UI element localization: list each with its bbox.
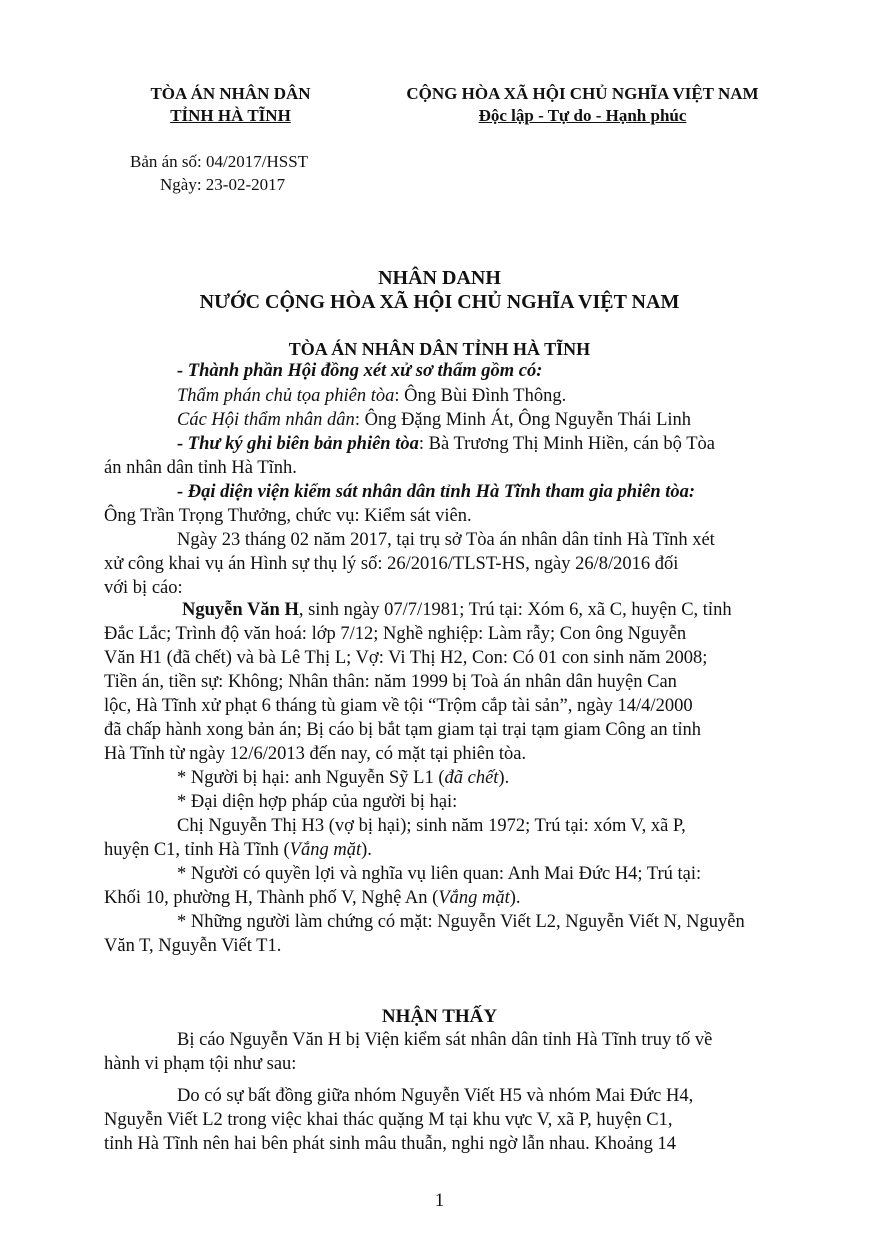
related-status: Vắng mặt	[438, 888, 510, 908]
panel-jurors	[177, 410, 691, 431]
title-court: TÒA ÁN NHÂN DÂN TỈNH HÀ TĨNH	[288, 339, 591, 359]
findings-para2-line-1: Do có sự bất đồng giữa nhóm Nguyễn Viết H5 và nhóm Mai Đức H4,	[177, 1086, 694, 1106]
related-text-end: ).	[509, 888, 521, 908]
court-name-line2	[118, 106, 343, 126]
defendant-line-5: lộc, Hà Tĩnh xử phạt 6 tháng tù giam về tội “Trộm cắp tài sản”, ngày 14/4/2000	[104, 696, 693, 716]
related-line-2	[104, 888, 521, 909]
panel-clerk	[177, 434, 715, 455]
victim-status: đã chết	[444, 768, 499, 788]
title-country: NƯỚC CỘNG HÒA XÃ HỘI CHỦ NGHĨA VIỆT NAM	[199, 291, 680, 313]
victim-rep-line-1: Chị Nguyễn Thị H3 (vợ bị hại); sinh năm 1972; Trú tại: xóm V, xã P,	[177, 816, 686, 836]
judge-label: Thẩm phán chủ tọa phiên tòa	[177, 386, 395, 406]
victim-rep-status: Vắng mặt	[289, 840, 362, 860]
findings-para1-line-1: Bị cáo Nguyễn Văn H bị Viện kiểm sát nhân dân tỉnh Hà Tĩnh truy tố về	[177, 1030, 713, 1050]
defendant-line-1	[182, 600, 732, 621]
jurors-label: Các Hội thẩm nhân dân	[177, 410, 355, 430]
victim-rep-text-end: ).	[361, 840, 372, 860]
judge-value: : Ông Bùi Đình Thông.	[394, 386, 567, 406]
victim-rep-text: huyện C1, tỉnh Hà Tĩnh (	[104, 840, 290, 860]
page-number: 1	[434, 1190, 445, 1211]
related-line-1: * Người có quyền lợi và nghĩa vụ liên quan: Anh Mai Đức H4; Trú tại:	[177, 864, 702, 884]
defendant-line-4: Tiền án, tiền sự: Không; Nhân thân: năm 1999 bị Toà án nhân dân huyện Can	[104, 672, 677, 692]
intro-line-2: xử công khai vụ án Hình sự thụ lý số: 26/2016/TLST-HS, ngày 26/8/2016 đối	[104, 554, 679, 574]
title-in-the-name: NHÂN DANH	[378, 267, 501, 289]
defendant-name: Nguyễn Văn H	[182, 600, 299, 620]
national-motto	[370, 106, 795, 126]
intro-line-3: với bị cáo:	[104, 578, 183, 598]
related-text: Khối 10, phường H, Thành phố V, Nghệ An (	[104, 888, 439, 908]
defendant-line-6: đã chấp hành xong bản án; Bị cáo bị bắt tạm giam tại trại tạm giam Công an tỉnh	[104, 720, 701, 740]
victim-rep-line-2	[104, 840, 372, 861]
jurors-value: : Ông Đặng Minh Át, Ông Nguyễn Thái Linh	[354, 410, 692, 430]
clerk-label: - Thư ký ghi biên bản phiên tòa	[177, 434, 419, 454]
national-motto-text: Độc lập - Tự do - Hạnh phúc	[478, 106, 687, 125]
case-number: Bản án số: 04/2017/HSST	[130, 152, 309, 171]
court-name-line1: TÒA ÁN NHÂN DÂN	[150, 84, 311, 103]
procurator-value: Ông Trần Trọng Thưởng, chức vụ: Kiểm sát viên.	[104, 506, 472, 526]
case-date: Ngày: 23-02-2017	[160, 175, 286, 194]
findings-para2-line-3: tỉnh Hà Tĩnh nên hai bên phát sinh mâu thuẫn, nghi ngờ lẫn nhau. Khoảng 14	[104, 1134, 677, 1154]
findings-para2-line-2: Nguyễn Viết L2 trong việc khai thác quặng M tại khu vực V, xã P, huyện C1,	[104, 1110, 673, 1130]
witnesses-line-1: * Những người làm chứng có mặt: Nguyễn Viết L2, Nguyễn Viết N, Nguyễn	[177, 912, 745, 932]
defendant-line-7: Hà Tĩnh từ ngày 12/6/2013 đến nay, có mặt tại phiên tòa.	[104, 744, 527, 764]
panel-heading: - Thành phần Hội đồng xét xử sơ thẩm gồm có:	[177, 361, 543, 381]
court-province: TỈNH HÀ TĨNH	[170, 106, 291, 125]
panel-clerk-cont: án nhân dân tỉnh Hà Tĩnh.	[104, 458, 297, 478]
intro-line-1: Ngày 23 tháng 02 năm 2017, tại trụ sở Tòa án nhân dân tỉnh Hà Tĩnh xét	[177, 530, 715, 550]
defendant-details: , sinh ngày 07/7/1981; Trú tại: Xóm 6, xã C, huyện C, tỉnh	[298, 600, 732, 620]
victim-rep-heading: * Đại diện hợp pháp của người bị hại:	[177, 792, 458, 812]
procurator-label: - Đại diện viện kiểm sát nhân dân tỉnh Hà Tĩnh tham gia phiên tòa:	[177, 482, 696, 502]
panel-judge	[177, 386, 566, 407]
defendant-line-3: Văn H1 (đã chết) và bà Lê Thị L; Vợ: Vi Thị H2, Con: Có 01 con sinh năm 2008;	[104, 648, 708, 668]
victim-text-end: ).	[498, 768, 510, 788]
witnesses-line-2: Văn T, Nguyễn Viết T1.	[104, 936, 282, 956]
findings-heading: NHẬN THẤY	[381, 1006, 498, 1027]
findings-para1-line-2: hành vi phạm tội như sau:	[104, 1054, 297, 1074]
victim-line	[177, 768, 509, 789]
victim-text: * Người bị hại: anh Nguyễn Sỹ L1 (	[177, 768, 445, 788]
clerk-value: : Bà Trương Thị Minh Hiền, cán bộ Tòa	[418, 434, 715, 454]
national-title: CỘNG HÒA XÃ HỘI CHỦ NGHĨA VIỆT NAM	[406, 84, 759, 103]
defendant-line-2: Đắc Lắc; Trình độ văn hoá: lớp 7/12; Nghề nghiệp: Làm rẫy; Con ông Nguyễn	[104, 624, 687, 644]
